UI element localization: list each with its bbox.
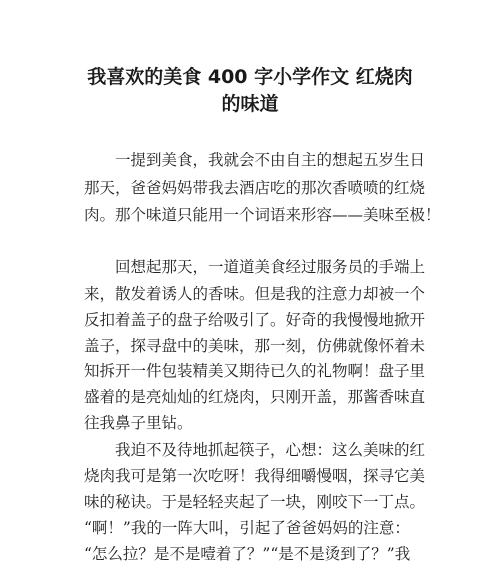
paragraph-3-line-2: 烧肉我可是第一次吃呀！我得细嚼慢咽，探寻它美: [84, 467, 426, 485]
paragraph-1-line-1: 一提到美食，我就会不由自主的想起五岁生日: [115, 151, 426, 169]
paragraph-2-line-1: 回想起那天，一道道美食经过服务员的手端上: [115, 258, 426, 276]
paragraph-3-line-1: 我迫不及待地抓起筷子，心想：这么美味的红: [115, 441, 426, 459]
paragraph-2-line-4: 盖子，探寻盘中的美味，那一刻，仿佛就像怀着未: [84, 337, 426, 355]
paragraph-2-line-5: 知拆开一件包装精美又期待已久的礼物啊！盘子里: [84, 362, 426, 380]
paragraph-3-line-4: “啊！”我的一阵大叫，引起了爸爸妈妈的注意：: [84, 519, 410, 537]
paragraph-2-line-6: 盛着的是亮灿灿的红烧肉，只刚开盖，那酱香味直: [84, 388, 426, 406]
paragraph-2-line-2: 来，散发着诱人的香味。但是我的注意力却被一个: [84, 285, 426, 303]
paragraph-2-line-3: 反扣着盖子的盘子给吸引了。好奇的我慢慢地掀开: [84, 311, 426, 329]
paragraph-3-line-5: “怎么拉？是不是噎着了？”“是不是烫到了？”我: [84, 545, 411, 563]
article-title-line-2: 的味道: [221, 93, 279, 115]
paragraph-2-line-7: 往我鼻子里钻。: [84, 414, 193, 432]
article-title-line-1: 我喜欢的美食 400 字小学作文 红烧肉: [87, 66, 413, 88]
paragraph-3-line-3: 味的秘诀。于是轻轻夹起了一块，刚咬下一丁点。: [84, 493, 426, 511]
paragraph-1-line-2: 那天，爸爸妈妈带我去酒店吃的那次香喷喷的红烧: [84, 179, 426, 197]
paragraph-1-line-3: 肉。那个味道只能用一个词语来形容——美味至极！: [84, 206, 441, 224]
